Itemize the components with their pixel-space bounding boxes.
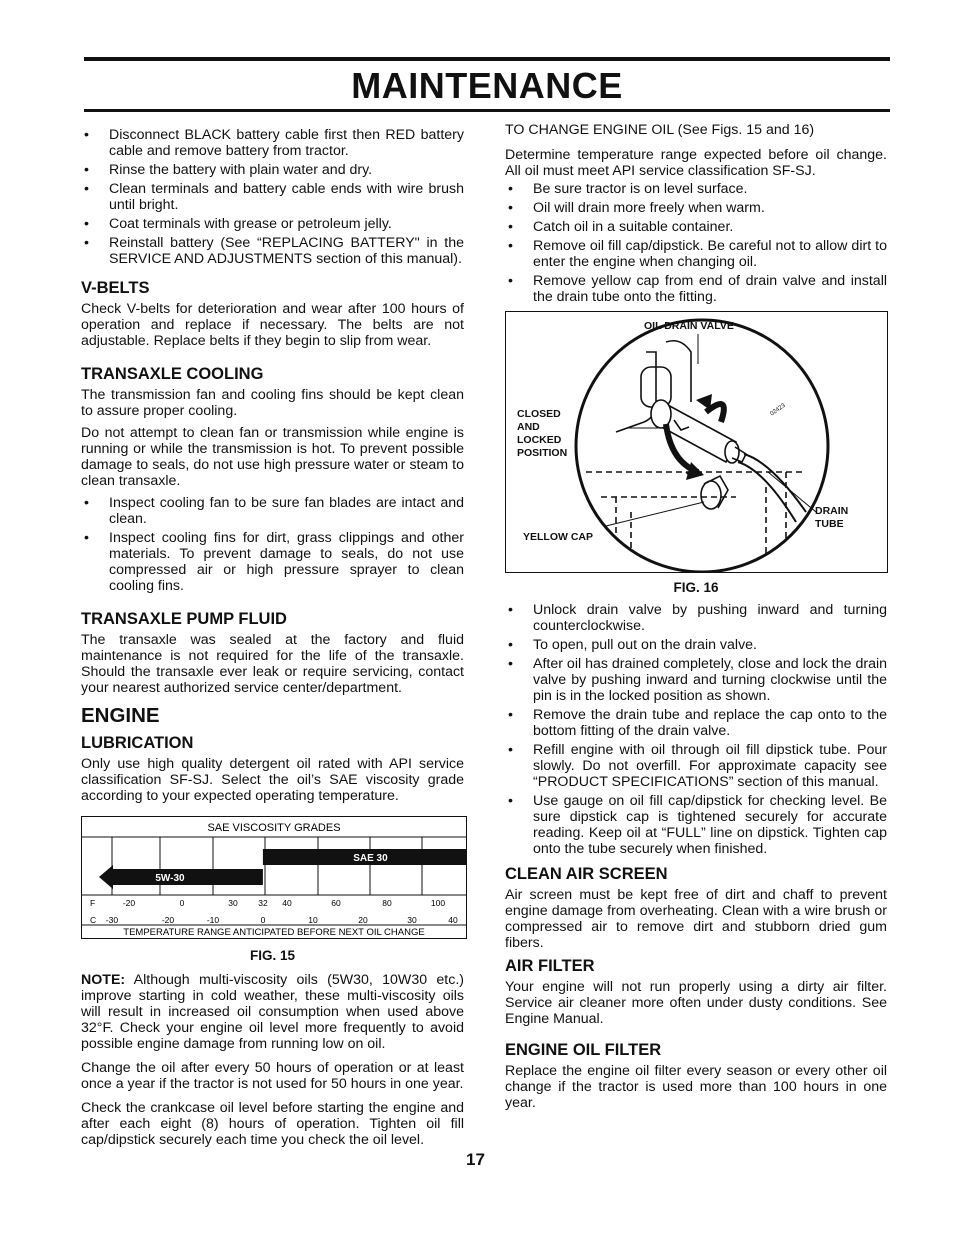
- fig16-caption: FIG. 16: [673, 580, 719, 595]
- air-filter-text: Your engine will not run properly using a dirty air filter. Service air cleaner more often under dusty conditions. See Engine Manual.: [505, 979, 887, 1027]
- chart-f-tick-label: 0: [179, 898, 185, 908]
- transaxle-cooling-p1: The transmission fan and cooling fins should be kept clean to assure proper cooling.: [81, 387, 464, 419]
- determine-text: Determine temperature range expected before oil change. All oil must meet API service classification SF-SJ.: [505, 147, 887, 179]
- transaxle-pump-heading: TRANSAXLE PUMP FLUID: [81, 610, 287, 628]
- note-label: NOTE:: [81, 972, 126, 988]
- list-item: • To open, pull out on the drain valve.: [505, 637, 887, 653]
- lubrication-heading: LUBRICATION: [81, 734, 194, 752]
- chart-x-axis-label: TEMPERATURE RANGE ANTICIPATED BEFORE NEXT OIL CHANGE: [123, 927, 425, 938]
- list-item: • Refill engine with oil through oil fill dipstick tube. Pour slowly. Do not overfill. For approximate capacity see “PRODUCT SPECIFICATIONS” section of this manual.: [505, 742, 887, 790]
- chart-f-tick-label: -20: [122, 898, 136, 908]
- chart-series-label: SAE 30: [353, 853, 388, 864]
- air-filter-heading: AIR FILTER: [505, 957, 595, 975]
- chart-c-tick-label: 0: [260, 915, 266, 925]
- clean-air-screen-heading: CLEAN AIR SCREEN: [505, 865, 668, 883]
- list-item: • Disconnect BLACK battery cable first then RED battery cable and remove battery from tractor.: [81, 127, 464, 159]
- transaxle-pump-text: The transaxle was sealed at the factory and fluid maintenance is not required for the life of the transaxle. Should the transaxle ever leak or require servicing, contact your nearest authorized service center/department.: [81, 632, 464, 696]
- clean-air-screen-text: Air screen must be kept free of dirt and chaff to prevent engine damage from overheating. Clean with a wire brush or compressed air to remove dirt and stubborn dried gum fibers.: [505, 887, 887, 951]
- chart-c-row-label: C: [90, 915, 97, 925]
- change-oil-text: Change the oil after every 50 hours of operation or at least once a year if the tractor is not used for 50 hours in one year.: [81, 1060, 464, 1092]
- transaxle-cooling-p2: Do not attempt to clean fan or transmission while engine is running or while the transmission is hot. To prevent possible damage to seals, do not use high pressure water or steam to clean transaxle.: [81, 425, 464, 489]
- chart-c-tick-label: 10: [308, 915, 318, 925]
- drain-tube-label: DRAIN TUBE: [815, 505, 849, 530]
- chart-f-tick-label: 40: [282, 898, 292, 908]
- yellow-cap-label: YELLOW CAP: [523, 531, 593, 543]
- transaxle-cooling-heading: TRANSAXLE COOLING: [81, 365, 264, 383]
- list-item: • Coat terminals with grease or petroleum jelly.: [81, 216, 464, 232]
- list-item: • Remove oil fill cap/dipstick. Be careful not to allow dirt to enter the engine when changing oil.: [505, 238, 887, 270]
- fig15-caption: FIG. 15: [249, 948, 295, 963]
- closed-locked-label: CLOSED AND LOCKED POSITION: [517, 408, 568, 459]
- drain-bullet-list: [505, 602, 887, 857]
- note-paragraph: [81, 972, 464, 1052]
- engine-heading: ENGINE: [81, 704, 160, 727]
- title-top-rule: [84, 57, 890, 61]
- chart-c-tick-label: -20: [161, 915, 175, 925]
- viscosity-chart-svg: [82, 817, 466, 938]
- list-item: • Rinse the battery with plain water and dry.: [81, 162, 464, 178]
- list-item: • Inspect cooling fins for dirt, grass clippings and other materials. To prevent damage to seals, do not use compressed air or high pressure sprayer to clean cooling fins.: [81, 530, 464, 594]
- chart-title: SAE VISCOSITY GRADES: [207, 822, 341, 834]
- lubrication-text: Only use high quality detergent oil rated with API service classification SF-SJ. Select the oil’s SAE viscosity grade according to your expected operating temperature.: [81, 756, 464, 804]
- chart-c-tick-label: 20: [358, 915, 368, 925]
- chart-c-tick-label: -10: [206, 915, 220, 925]
- chart-f-tick-label: 80: [382, 898, 392, 908]
- chart-f-row-label: F: [90, 898, 96, 908]
- list-item: • Remove yellow cap from end of drain valve and install the drain tube onto the fitting.: [505, 273, 887, 305]
- list-item: • Oil will drain more freely when warm.: [505, 200, 887, 216]
- list-item: • After oil has drained completely, close and lock the drain valve by pushing inward and turning clockwise until the pin is in the locked position as shown.: [505, 656, 887, 704]
- engine-oil-filter-text: Replace the engine oil filter every season or every other oil change if the tractor is used more than 100 hours in one year.: [505, 1063, 887, 1111]
- change-oil-heading: TO CHANGE ENGINE OIL (See Figs. 15 and 16): [505, 122, 815, 138]
- list-item: • Be sure tractor is on level surface.: [505, 181, 887, 197]
- figure-code-label: 02423: [769, 402, 787, 418]
- chart-c-tick-label: -30: [105, 915, 119, 925]
- list-item: • Remove the drain tube and replace the cap onto to the bottom fitting of the drain valve.: [505, 707, 887, 739]
- chart-series-label: 5W-30: [155, 873, 185, 884]
- title-bottom-rule: [84, 109, 890, 112]
- list-item: • Use gauge on oil fill cap/dipstick for checking level. Be sure dipstick cap is tightened securely for accurate reading. Keep oil at “FULL” line on dipstick. Tighten cap onto the tube securely when finished.: [505, 793, 887, 857]
- list-item: • Inspect cooling fan to be sure fan blades are intact and clean.: [81, 495, 464, 527]
- list-item: • Clean terminals and battery cable ends with wire brush until bright.: [81, 181, 464, 213]
- viscosity-chart: [81, 816, 467, 939]
- oil-drain-figure: [505, 311, 888, 573]
- battery-bullet-list: [81, 127, 464, 267]
- vbelts-heading: V-BELTS: [81, 279, 150, 297]
- page-title: MAINTENANCE: [351, 65, 623, 106]
- vbelts-text: Check V-belts for deterioration and wear after 100 hours of operation and replace if necessary. The belts are not adjustable. Replace belts if they begin to slip from wear.: [81, 301, 464, 349]
- left-column: [81, 127, 464, 1154]
- chart-f-tick-label: 30: [228, 898, 238, 908]
- prep-bullet-list: [505, 181, 887, 305]
- chart-f-tick-label: 32: [258, 898, 268, 908]
- check-crankcase-text: Check the crankcase oil level before starting the engine and after each eight (8) hours of operation. Tighten oil fill cap/dipstick securely each time you check the oil level.: [81, 1100, 464, 1148]
- page-number: 17: [466, 1150, 485, 1169]
- list-item: • Reinstall battery (See “REPLACING BATTERY" in the SERVICE AND ADJUSTMENTS section of this manual).: [81, 235, 464, 267]
- chart-c-tick-label: 40: [448, 915, 458, 925]
- right-column: [505, 122, 887, 1117]
- chart-f-tick-label: 60: [331, 898, 341, 908]
- note-text: Although multi-viscosity oils (5W30, 10W30 etc.) improve starting in cold weather, these multi-viscosity oils will result in increased oil consumption when used above 32°F. Check your engine oil level more frequently to avoid possible engine damage from running low on oil.: [81, 972, 464, 1052]
- chart-c-tick-label: 30: [407, 915, 417, 925]
- list-item: • Unlock drain valve by pushing inward and turning counterclockwise.: [505, 602, 887, 634]
- engine-oil-filter-heading: ENGINE OIL FILTER: [505, 1041, 662, 1059]
- oil-drain-valve-label: OIL DRAIN VALVE: [644, 320, 734, 332]
- list-item: • Catch oil in a suitable container.: [505, 219, 887, 235]
- cooling-bullet-list: [81, 495, 464, 594]
- chart-f-tick-label: 100: [430, 898, 446, 908]
